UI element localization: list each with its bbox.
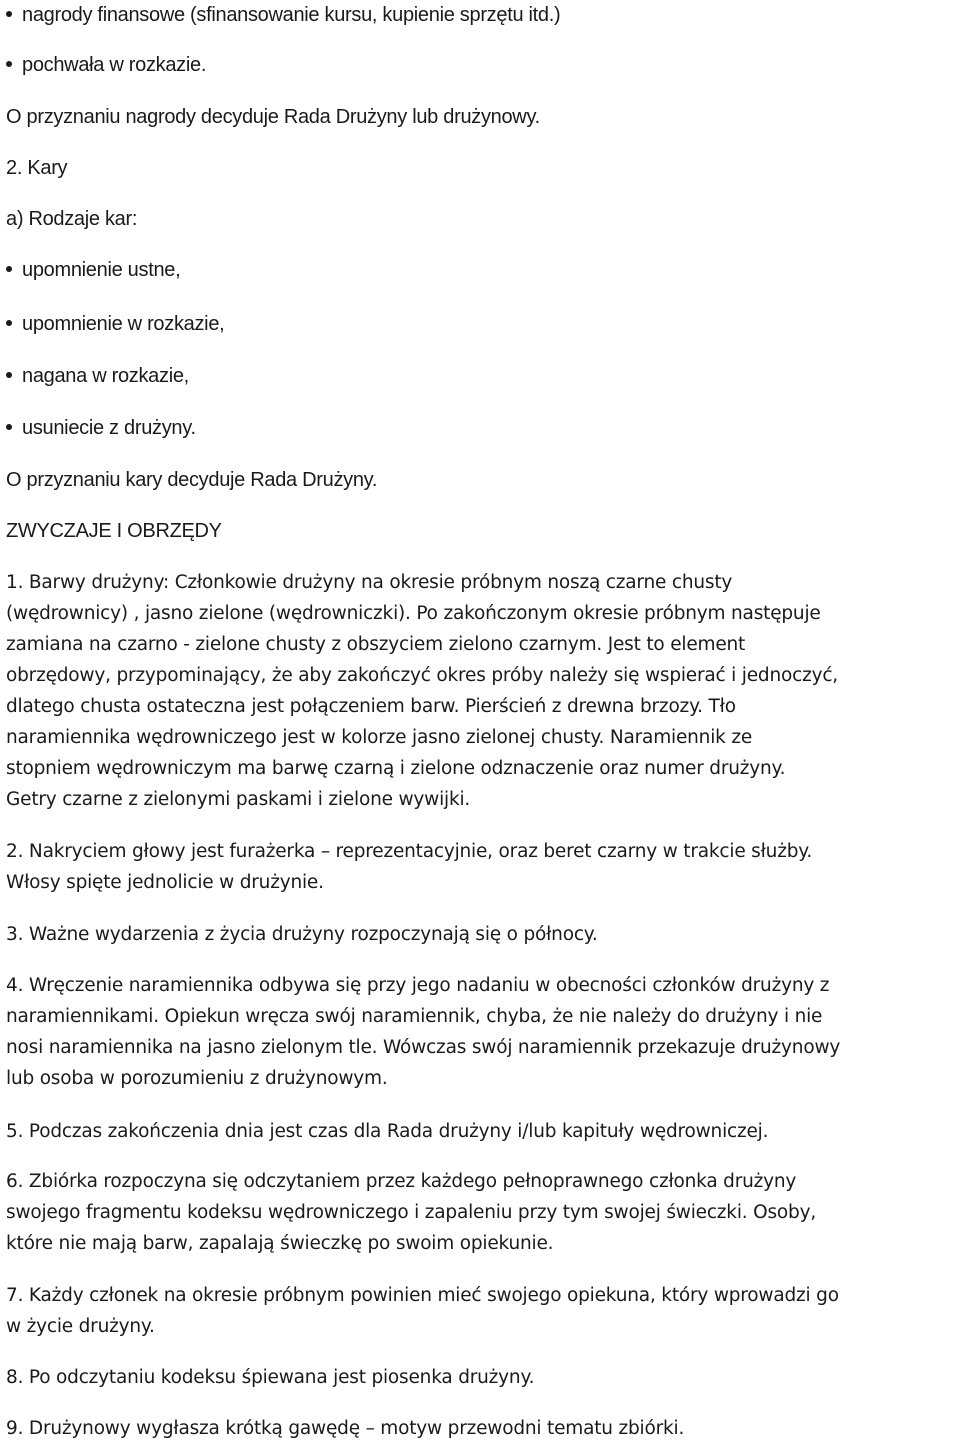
custom-paragraph-9 xyxy=(6,1413,956,1444)
paragraph-line: które nie mają barw, zapalają świeczkę po swoim opiekunie. xyxy=(6,1233,554,1254)
penalties-heading: 2. Kary xyxy=(6,157,68,179)
bullet-icon xyxy=(6,363,22,389)
custom-paragraph-1 xyxy=(6,567,956,815)
paragraph-line: w życie drużyny. xyxy=(6,1316,155,1337)
awards-list-item xyxy=(6,2,560,28)
penalties-list-item xyxy=(6,363,189,389)
custom-paragraph-3 xyxy=(6,919,956,950)
paragraph-line: 6. Zbiórka rozpoczyna się odczytaniem przez każdego pełnoprawnego członka drużyny xyxy=(6,1171,797,1192)
awards-decision-text: O przyznaniu nagrody decyduje Rada Drużyny lub drużynowy. xyxy=(6,106,540,128)
custom-paragraph-6 xyxy=(6,1166,956,1259)
paragraph-line: swojego fragmentu kodeksu wędrowniczego i zapaleniu przy tym swojej świeczki. Osoby, xyxy=(6,1202,817,1223)
penalties-list-item xyxy=(6,311,224,337)
list-item-text: usuniecie z drużyny. xyxy=(22,417,196,439)
awards-list-item xyxy=(6,52,206,78)
custom-paragraph-7 xyxy=(6,1280,956,1342)
paragraph-line: 3. Ważne wydarzenia z życia drużyny rozpoczynają się o północy. xyxy=(6,924,598,945)
bullet-icon xyxy=(6,257,22,283)
bullet-icon xyxy=(6,2,22,28)
bullet-icon xyxy=(6,311,22,337)
paragraph-line: lub osoba w porozumieniu z drużynowym. xyxy=(6,1068,388,1089)
bullet-icon xyxy=(6,52,22,78)
custom-paragraph-5 xyxy=(6,1116,956,1147)
paragraph-line: zamiana na czarno - zielone chusty z obszyciem zielono czarnym. Jest to element xyxy=(6,634,746,655)
custom-paragraph-8 xyxy=(6,1362,956,1393)
custom-paragraph-4 xyxy=(6,970,956,1094)
paragraph-line: Getry czarne z zielonymi paskami i zielone wywijki. xyxy=(6,789,471,810)
penalties-list-item xyxy=(6,415,196,441)
paragraph-line: naramiennika wędrowniczego jest w kolorze jasno zielonej chusty. Naramiennik ze xyxy=(6,727,753,748)
list-item-text: pochwała w rozkazie. xyxy=(22,54,207,76)
list-item-text: upomnienie w rozkazie, xyxy=(22,313,225,335)
paragraph-line: 2. Nakryciem głowy jest furażerka – reprezentacyjnie, oraz beret czarny w trakcie służby. xyxy=(6,841,813,862)
paragraph-line: 1. Barwy drużyny: Członkowie drużyny na okresie próbnym noszą czarne chusty xyxy=(6,572,733,593)
paragraph-line: 5. Podczas zakończenia dnia jest czas dla Rada drużyny i/lub kapituły wędrowniczej. xyxy=(6,1121,769,1142)
paragraph-line: Włosy spięte jednolicie w drużynie. xyxy=(6,872,324,893)
paragraph-line: 8. Po odczytaniu kodeksu śpiewana jest piosenka drużyny. xyxy=(6,1367,535,1388)
bullet-icon xyxy=(6,415,22,441)
list-item-text: nagrody finansowe (sfinansowanie kursu, kupienie sprzętu itd.) xyxy=(22,4,561,26)
custom-paragraph-2 xyxy=(6,836,956,898)
paragraph-line: dlatego chusta ostateczna jest połączeniem barw. Pierścień z drewna brzozy. Tło xyxy=(6,696,736,717)
penalties-list-item xyxy=(6,257,180,283)
section-heading: ZWYCZAJE I OBRZĘDY xyxy=(6,520,222,542)
paragraph-line: 7. Każdy członek na okresie próbnym powinien mieć swojego opiekuna, który wprowadzi go xyxy=(6,1285,839,1306)
paragraph-line: (wędrownicy) , jasno zielone (wędrowniczki). Po zakończonym okresie próbnym następuje xyxy=(6,603,821,624)
paragraph-line: obrzędowy, przypominający, że aby zakończyć okres próby należy się wspierać i jednoczyć, xyxy=(6,665,838,686)
penalties-decision-text: O przyznaniu kary decyduje Rada Drużyny. xyxy=(6,469,378,491)
list-item-text: upomnienie ustne, xyxy=(22,259,181,281)
paragraph-line: naramiennikami. Opiekun wręcza swój naramiennik, chyba, że nie należy do drużyny i nie xyxy=(6,1006,823,1027)
paragraph-line: 4. Wręczenie naramiennika odbywa się przy jego nadaniu w obecności członków drużyny z xyxy=(6,975,830,996)
paragraph-line: nosi naramiennika na jasno zielonym tle. Wówczas swój naramiennik przekazuje drużynowy xyxy=(6,1037,841,1058)
penalties-types-heading: a) Rodzaje kar: xyxy=(6,208,138,230)
paragraph-line: 9. Drużynowy wygłasza krótką gawędę – motyw przewodni tematu zbiórki. xyxy=(6,1418,685,1439)
paragraph-line: stopniem wędrowniczym ma barwę czarną i zielone odznaczenie oraz numer drużyny. xyxy=(6,758,786,779)
list-item-text: nagana w rozkazie, xyxy=(22,365,189,387)
